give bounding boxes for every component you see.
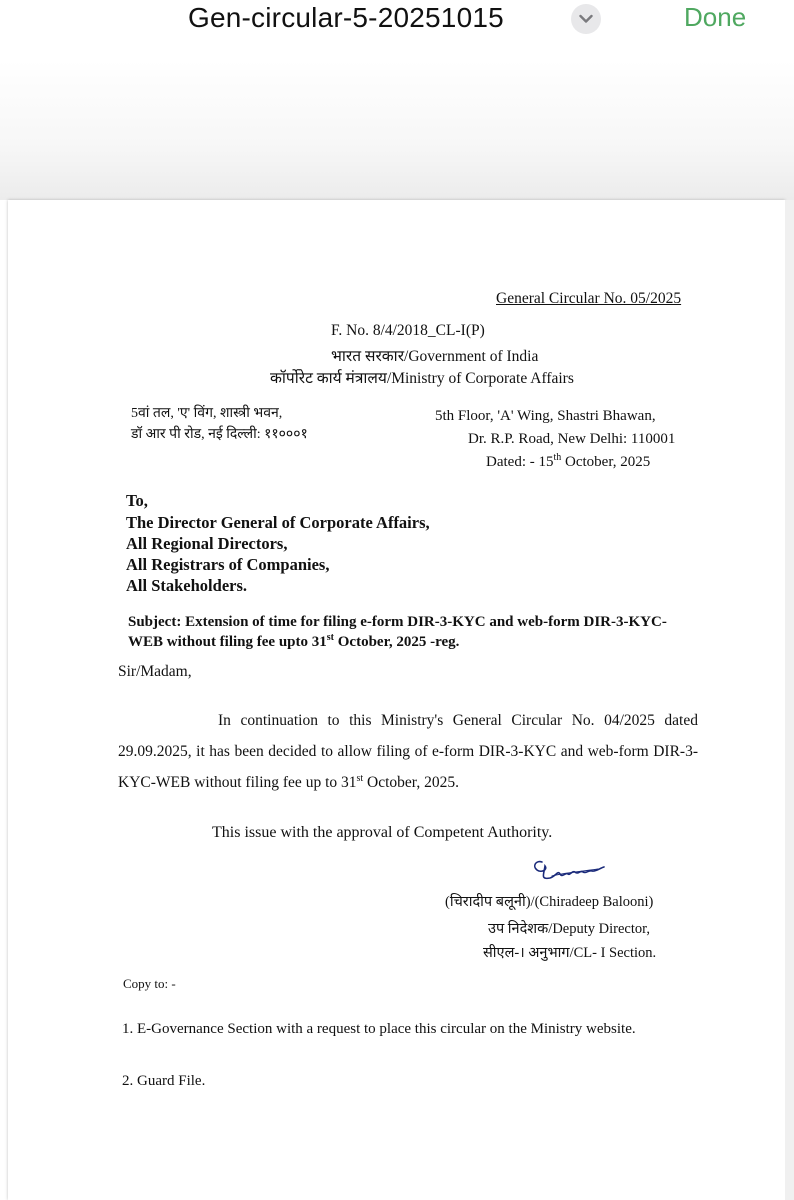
salutation: Sir/Madam, (118, 663, 192, 680)
document-page[interactable] (8, 200, 785, 1200)
body-prefix: In continuation to this Ministry's General Circular No. 04/2025 dated 29.09.2025, it has been decided to allow filing of e-form DIR-3-KYC and web-form DIR-3-KYC-WEB without filing fee up to 31 (118, 712, 698, 791)
government-line: भारत सरकार/Government of India (331, 348, 539, 365)
viewer-background (0, 60, 794, 200)
chevron-down-icon (579, 14, 593, 24)
address-line1: 5th Floor, 'A' Wing, Shastri Bhawan, (435, 408, 656, 424)
approval-line: This issue with the approval of Competent Authority. (212, 824, 553, 841)
recipient-line: All Registrars of Companies, (126, 555, 330, 574)
to-label: To, (126, 491, 148, 510)
circular-number: General Circular No. 05/2025 (496, 290, 682, 307)
subject-line (128, 612, 698, 652)
subject-suffix: October, 2025 -reg. (334, 634, 460, 650)
recipient-line: All Regional Directors, (126, 534, 288, 553)
dated-prefix: Dated: - 15 (486, 454, 554, 470)
body-suffix: October, 2025. (363, 774, 459, 791)
title-menu-button[interactable] (571, 4, 601, 34)
address-line2: Dr. R.P. Road, New Delhi: 110001 (468, 431, 676, 447)
copy-item: 1. E-Governance Section with a request to place this circular on the Ministry website. (122, 1021, 636, 1037)
body-paragraph (118, 705, 698, 798)
subject-prefix: Subject: Extension of time for filing e-form DIR-3-KYC and web-form DIR-3-KYC-WEB without filing fee upto 31 (128, 614, 667, 650)
page-edge (785, 200, 794, 1200)
document-title: Gen-circular-5-20251015 (188, 2, 504, 33)
address-hindi-line1: 5वां तल, 'ए' विंग, शास्त्री भवन, (131, 406, 283, 421)
ministry-line: कॉर्पोरेट कार्य मंत्रालय/Ministry of Corporate Affairs (270, 370, 574, 387)
signature-image (528, 852, 608, 888)
copy-item: 2. Guard File. (122, 1073, 206, 1089)
dated-suffix-sup: th (553, 452, 562, 463)
signatory-name: (चिरादीप बलूनी)/(Chiradeep Balooni) (445, 894, 654, 910)
body-sup: st (356, 772, 364, 784)
dated-line (486, 454, 650, 471)
subject-sup: st (326, 632, 334, 643)
recipient-line: All Stakeholders. (126, 576, 248, 595)
dated-suffix: October, 2025 (561, 454, 651, 470)
address-hindi-line2: डॉ आर पी रोड, नई दिल्ली: ११०००१ (131, 427, 308, 442)
done-button[interactable]: Done (684, 2, 747, 32)
signatory-section: सीएल-। अनुभाग/CL- I Section. (483, 945, 657, 961)
copy-to-label: Copy to: - (123, 976, 176, 991)
signatory-designation: उप निदेशक/Deputy Director, (488, 921, 650, 937)
top-bar (0, 0, 794, 60)
file-number: F. No. 8/4/2018_CL-I(P) (331, 322, 485, 339)
recipient-line: The Director General of Corporate Affairs, (126, 513, 430, 532)
